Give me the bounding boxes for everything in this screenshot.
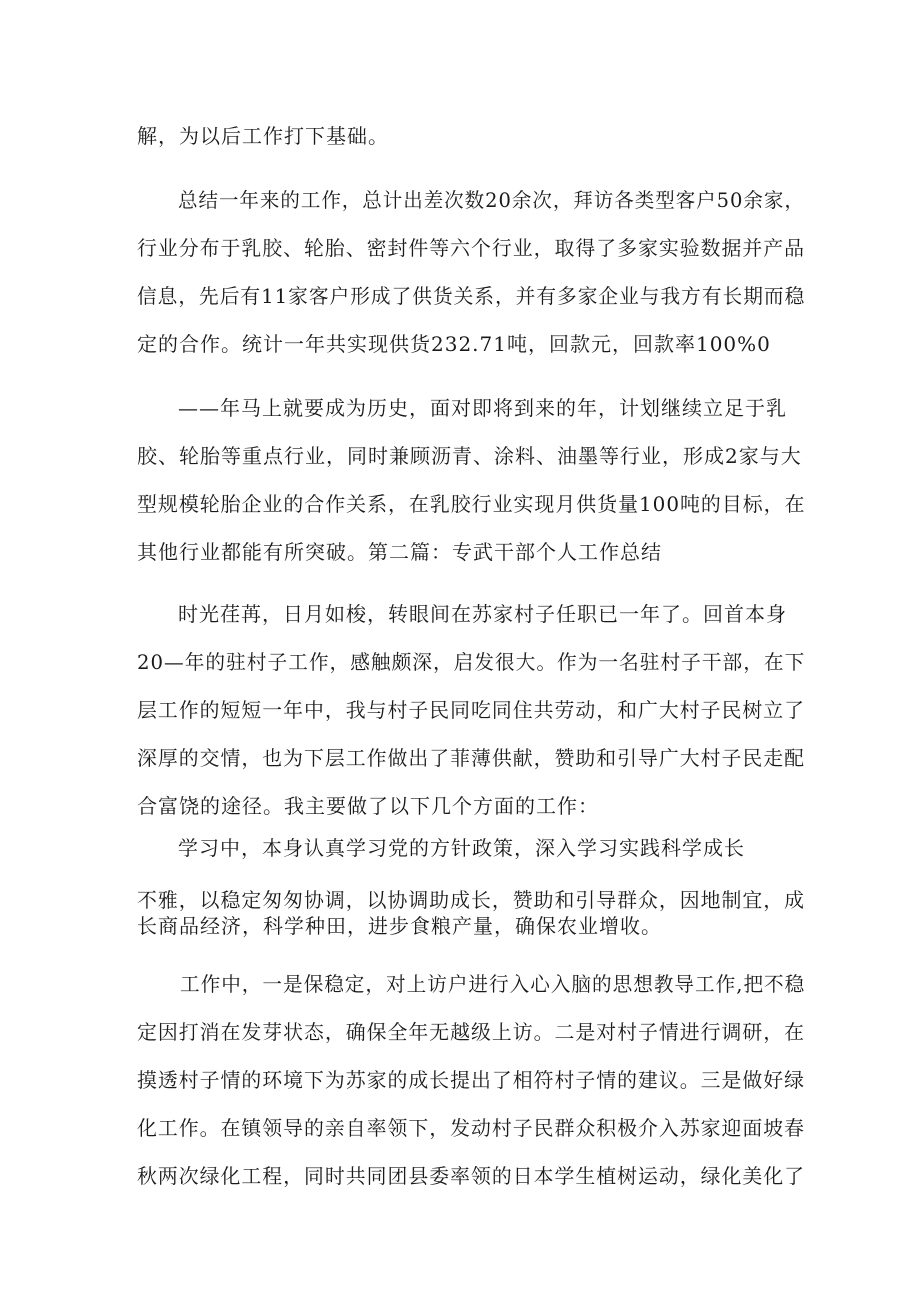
- text-line: 不雅，以稳定匆匆协调，以协调助成长，赞助和引导群众，因地制宜，成: [137, 888, 805, 912]
- text-line: 信息，先后有11家客户形成了供货关系，并有多家企业与我方有长期而稳: [137, 284, 806, 308]
- text-line: 20—年的驻村子工作，感触颇深，启发很大。作为一名驻村子干部，在下: [137, 650, 806, 674]
- text-line: 型规模轮胎企业的合作关系，在乳胶行业实现月供货量100吨的目标，在: [137, 492, 806, 516]
- text-line: 合富饶的途径。我主要做了以下几个方面的工作：: [137, 794, 599, 818]
- text-line: 解，为以后工作打下基础。: [137, 124, 389, 148]
- text-line: 胶、轮胎等重点行业，同时兼顾沥青、涂料、油墨等行业，形成2家与大: [137, 444, 802, 468]
- text-line: 时光荏苒，日月如梭，转眼间在苏家村子任职已一年了。回首本身: [178, 602, 787, 626]
- text-line: 长商品经济，科学种田，进步食粮产量，确保农业增收。: [137, 914, 662, 938]
- text-line: 深厚的交情，也为下层工作做出了菲薄供献，赞助和引导广大村子民走配: [137, 746, 805, 770]
- text-line: 定的合作。统计一年共实现供货232.71吨，回款元，回款率100%0: [137, 332, 771, 356]
- text-line: 学习中，本身认真学习党的方针政策，深入学习实践科学成长: [178, 836, 745, 860]
- text-line: 层工作的短短一年中，我与村子民同吃同住共劳动，和广大村子民树立了: [137, 698, 805, 722]
- text-line: 化工作。在镇领导的亲自率领下，发动村子民群众积极介入苏家迎面坡春: [137, 1116, 805, 1140]
- text-line: 定因打消在发芽状态，确保全年无越级上访。二是对村子情进行调研，在: [137, 1020, 805, 1044]
- text-line: 摸透村子情的环境下为苏家的成长提出了相符村子情的建议。三是做好绿: [137, 1068, 805, 1092]
- text-line: 行业分布于乳胶、轮胎、密封件等六个行业，取得了多家实验数据并产品: [137, 236, 805, 260]
- text-line: 工作中，一是保稳定，对上访户进行入心入脑的思想教导工作,把不稳: [180, 972, 806, 996]
- text-line: 其他行业都能有所突破。第二篇：专武干部个人工作总结: [137, 540, 662, 564]
- text-line: 秋两次绿化工程，同时共同团县委率领的日本学生植树运动，绿化美化了: [137, 1164, 805, 1188]
- text-line: 总结一年来的工作，总计出差次数20余次，拜访各类型客户50余家，: [178, 188, 805, 212]
- text-line: ——年马上就要成为历史，面对即将到来的年，计划继续立足于乳: [178, 396, 787, 420]
